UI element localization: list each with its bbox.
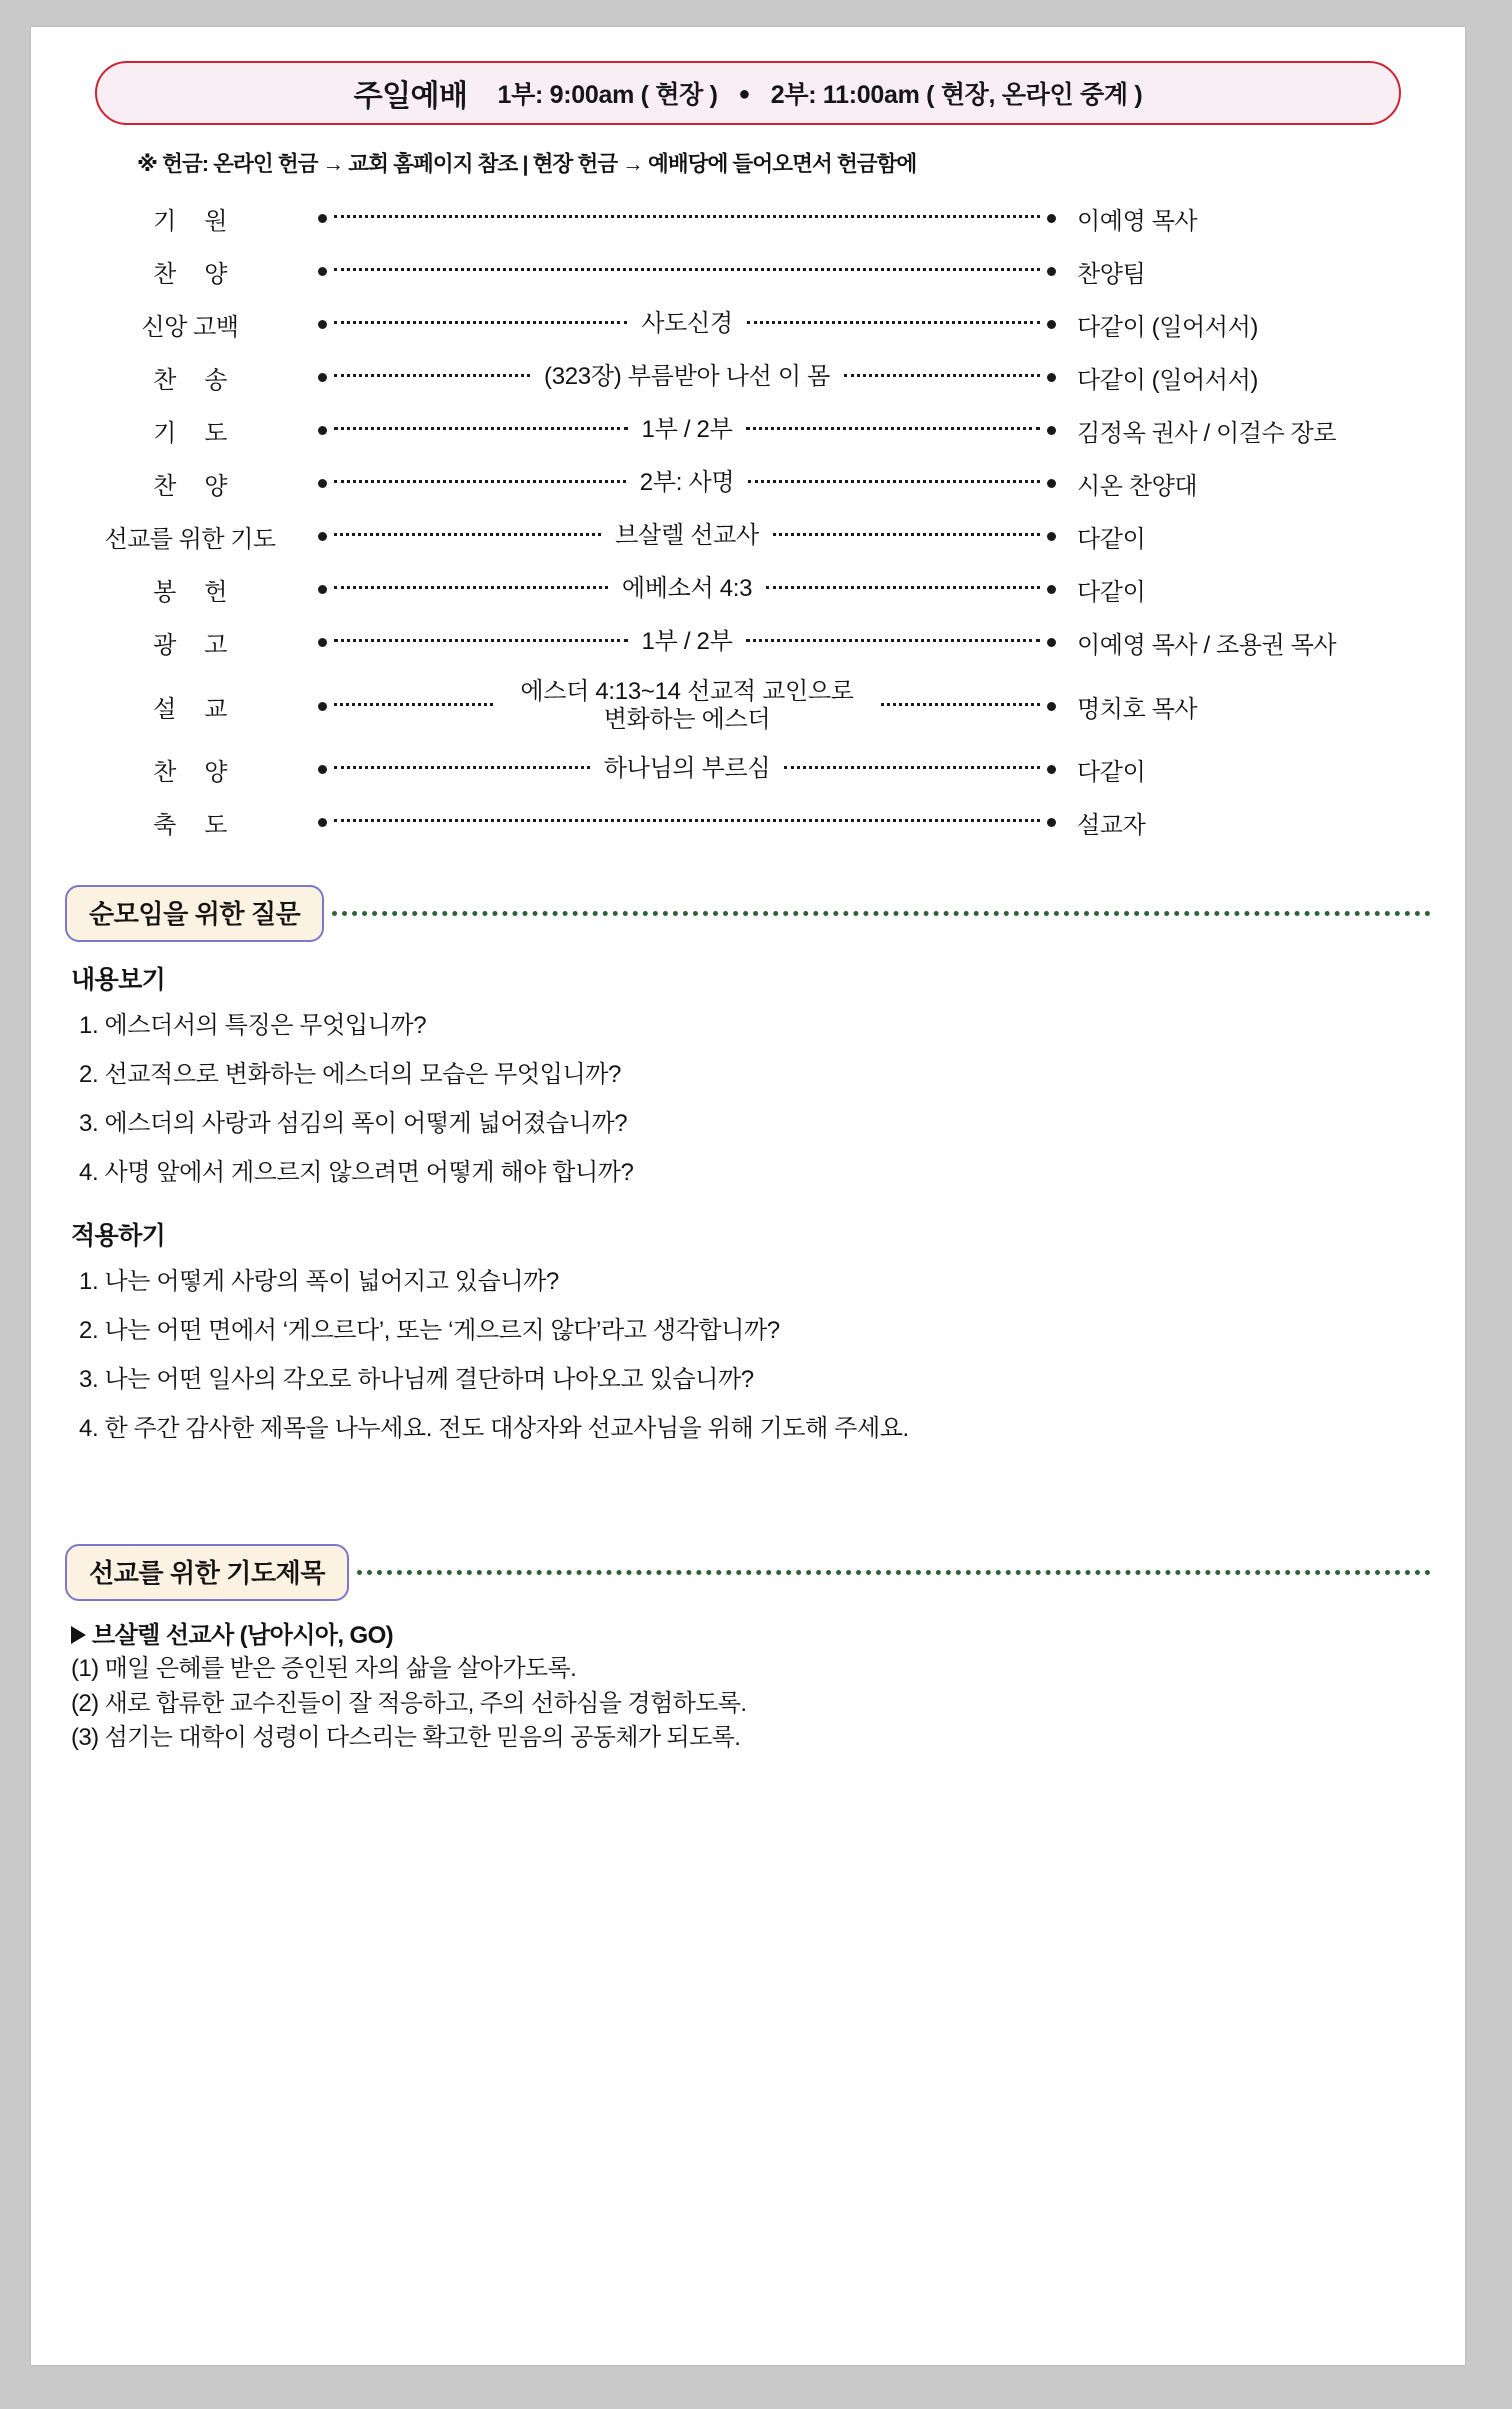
leader-dots: [334, 585, 608, 589]
order-label-right: 송: [204, 367, 227, 394]
order-row: [65, 510, 1431, 563]
sermon-title: 에스더 4:13~14 선교적 교인으로 변화하는 에스더: [520, 677, 854, 733]
leader-dots: [334, 818, 1040, 822]
order-middle: [330, 214, 1044, 223]
leader-dots: [334, 426, 628, 430]
row-start-dot-icon: [318, 818, 327, 827]
row-start-dot-icon: [318, 320, 327, 329]
order-middle: [330, 522, 1044, 550]
row-end-dot-icon: [1047, 532, 1056, 541]
order-label: [65, 689, 315, 724]
order-row-sermon: [65, 669, 1431, 743]
row-end-dot-icon: [1047, 585, 1056, 594]
order-detail: 사도신경: [641, 310, 733, 338]
order-middle: [330, 363, 1044, 391]
trailer-dots: [747, 320, 1040, 324]
order-label-left: 찬: [153, 367, 205, 394]
row-start-dot-icon: [318, 267, 327, 276]
order-label-right: 도: [204, 420, 227, 447]
worship-banner-times: [498, 75, 1143, 111]
order-label-right: 헌: [204, 579, 227, 606]
order-row: [65, 616, 1431, 669]
order-assignee: 다같이: [1077, 759, 1146, 786]
order-row: [65, 245, 1431, 298]
row-end-dot-icon: [1047, 765, 1056, 774]
trailer-dots: [748, 479, 1040, 483]
order-label-left: 축: [153, 812, 205, 839]
leader-dots: [334, 373, 530, 377]
order-assignee: 명치호 목사: [1077, 695, 1198, 723]
header-dotted-rule: [357, 1569, 1431, 1575]
leader-dots: [334, 479, 626, 483]
order-detail: 브살렐 선교사: [615, 522, 759, 550]
order-middle: [330, 267, 1044, 276]
order-middle: [330, 628, 1044, 656]
order-label-right: 고: [204, 632, 227, 659]
order-label-left: 기: [153, 208, 205, 235]
bulletin-page: [30, 26, 1466, 2366]
order-middle: [330, 416, 1044, 444]
order-detail: 에베소서 4:3: [621, 575, 753, 603]
order-detail: 하나님의 부르심: [603, 755, 771, 783]
leader-dots: [334, 765, 590, 769]
order-detail: (323장) 부름받아 나선 이 몸: [544, 363, 830, 391]
triangle-bullet-icon: [71, 1626, 86, 1644]
list-item: 4. 사명 앞에서 게으르지 않으려면 어떻게 해야 합니까?: [79, 1159, 634, 1186]
order-label: [65, 805, 315, 840]
order-label-left: 설: [153, 695, 205, 723]
order-row: [65, 351, 1431, 404]
order-assignee: 김정옥 권사 / 이걸수 장로: [1077, 420, 1337, 447]
order-label: [65, 307, 315, 342]
order-label-left: 신앙 고백: [141, 314, 239, 341]
trailer-dots: [881, 702, 1040, 706]
row-end-dot-icon: [1047, 638, 1056, 647]
row-end-dot-icon: [1047, 267, 1056, 276]
leader-dots: [334, 638, 628, 642]
trailer-dots: [773, 532, 1040, 536]
row-start-dot-icon: [318, 532, 327, 541]
mission-prayer-header: [65, 1544, 1431, 1601]
order-label-right: 원: [204, 208, 227, 235]
row-end-dot-icon: [1047, 479, 1056, 488]
leader-dots: [334, 214, 1040, 218]
order-label-left: 찬: [153, 759, 205, 786]
row-start-dot-icon: [318, 479, 327, 488]
row-end-dot-icon: [1047, 373, 1056, 382]
list-item: 2. 나는 어떤 면에서 ‘게으르다’, 또는 ‘게으르지 않다’라고 생각합니까?: [79, 1317, 780, 1344]
order-row: [65, 743, 1431, 796]
order-middle: [330, 575, 1044, 603]
row-end-dot-icon: [1047, 702, 1056, 711]
row-end-dot-icon: [1047, 214, 1056, 223]
order-label-right: 양: [204, 261, 227, 288]
order-assignee: 찬양팀: [1077, 261, 1146, 288]
order-label-left: 광: [153, 632, 205, 659]
leader-dots: [334, 702, 493, 706]
row-start-dot-icon: [318, 373, 327, 382]
order-assignee: 이예영 목사: [1077, 208, 1198, 235]
order-row: [65, 796, 1431, 849]
order-label: [65, 466, 315, 501]
mission-prayer-pill: 선교를 위한 기도제목: [65, 1544, 349, 1601]
service-second: 2부: 11:00am ( 현장, 온라인 중계 ): [770, 81, 1143, 109]
service-first: 1부: 9:00am ( 현장 ): [497, 81, 718, 109]
cell-questions-pill: 순모임을 위한 질문: [65, 885, 324, 942]
order-label-left: 봉: [153, 579, 205, 606]
row-end-dot-icon: [1047, 426, 1056, 435]
order-label-right: 도: [204, 812, 227, 839]
application-question-list: [65, 1258, 1431, 1454]
row-end-dot-icon: [1047, 320, 1056, 329]
order-of-service: [65, 192, 1431, 849]
list-item: (3) 섬기는 대학이 성령이 다스리는 확고한 믿음의 공동체가 되도록.: [71, 1724, 741, 1752]
bullet-separator-icon: ●: [738, 83, 751, 105]
trailer-dots: [746, 638, 1040, 642]
order-detail: 2부: 사명: [639, 469, 735, 497]
order-label: [65, 360, 315, 395]
order-label: [65, 413, 315, 448]
row-start-dot-icon: [318, 638, 327, 647]
row-start-dot-icon: [318, 702, 327, 711]
trailer-dots: [844, 373, 1040, 377]
trailer-dots: [766, 585, 1040, 589]
content-question-list: [65, 1002, 1431, 1198]
order-label-right: 양: [204, 473, 227, 500]
order-assignee: 다같이: [1077, 526, 1146, 553]
order-middle: [330, 755, 1044, 783]
order-assignee: 시온 찬양대: [1077, 473, 1198, 500]
list-item: 1. 나는 어떻게 사랑의 폭이 넓어지고 있습니까?: [79, 1268, 559, 1295]
list-item: 3. 에스더의 사랑과 섬김의 폭이 어떻게 넓어졌습니까?: [79, 1110, 628, 1137]
order-label-left: 찬: [153, 261, 205, 288]
order-label-left: 선교를 위한 기도: [104, 526, 276, 553]
order-middle: [330, 469, 1044, 497]
order-assignee: 이예영 목사 / 조용권 목사: [1077, 632, 1337, 659]
order-assignee: 설교자: [1077, 812, 1146, 839]
leader-dots: [334, 532, 601, 536]
row-start-dot-icon: [318, 765, 327, 774]
trailer-dots: [784, 765, 1040, 769]
list-item: (1) 매일 은혜를 받은 증인된 자의 삶을 살아가도록.: [71, 1655, 577, 1682]
application-subheading: 적용하기: [71, 1222, 166, 1250]
order-label: [65, 625, 315, 660]
leader-dots: [334, 320, 627, 324]
row-start-dot-icon: [318, 214, 327, 223]
list-item: (2) 새로 합류한 교수진들이 잘 적응하고, 주의 선하심을 경험하도록.: [71, 1689, 747, 1717]
leader-dots: [334, 267, 1040, 271]
content-subheading: 내용보기: [71, 966, 166, 994]
order-row: [65, 192, 1431, 245]
order-label: [65, 752, 315, 787]
row-start-dot-icon: [318, 426, 327, 435]
section-spacer: [65, 1454, 1431, 1508]
order-detail: 1부 / 2부: [641, 628, 733, 656]
order-label-left: 기: [153, 420, 205, 447]
list-item: 1. 에스더서의 특징은 무엇입니까?: [79, 1012, 427, 1039]
order-label: [65, 572, 315, 607]
list-item: 3. 나는 어떤 일사의 각오로 하나님께 결단하며 나아오고 있습니까?: [79, 1366, 754, 1393]
order-label: [65, 201, 315, 236]
order-row: [65, 457, 1431, 510]
worship-banner-title: 주일예배: [353, 80, 468, 113]
order-row: [65, 404, 1431, 457]
order-label: [65, 254, 315, 289]
row-end-dot-icon: [1047, 818, 1056, 827]
order-assignee: 다같이: [1077, 579, 1146, 606]
trailer-dots: [746, 426, 1040, 430]
cell-questions-header: [65, 885, 1431, 942]
order-middle: [330, 310, 1044, 338]
missionary-name-row: [71, 1615, 1431, 1650]
order-detail: 1부 / 2부: [641, 416, 733, 444]
order-label: [65, 519, 315, 554]
order-assignee: 다같이 (일어서서): [1077, 314, 1258, 341]
row-start-dot-icon: [318, 585, 327, 594]
list-item: 2. 선교적으로 변화하는 에스더의 모습은 무엇입니까?: [79, 1061, 621, 1088]
order-row: [65, 298, 1431, 351]
order-row: [65, 563, 1431, 616]
offering-note: ※ 헌금: 온라인 헌금 → 교회 홈페이지 참조 | 현장 헌금 → 예배당에 들어오면서 헌금함에: [137, 152, 917, 176]
order-middle: [330, 818, 1044, 827]
header-dotted-rule: [332, 910, 1431, 916]
order-label-right: 양: [204, 759, 227, 786]
order-middle: [330, 678, 1044, 735]
missionary-name: 브살렐 선교사 (남아시아, GO): [92, 1622, 394, 1649]
order-assignee: 다같이 (일어서서): [1077, 367, 1258, 394]
list-item: 4. 한 주간 감사한 제목을 나누세요. 전도 대상자와 선교사님을 위해 기도해 주세요.: [79, 1415, 909, 1442]
order-label-right: 교: [204, 695, 227, 723]
worship-banner: [95, 61, 1401, 125]
order-label-left: 찬: [153, 473, 205, 500]
